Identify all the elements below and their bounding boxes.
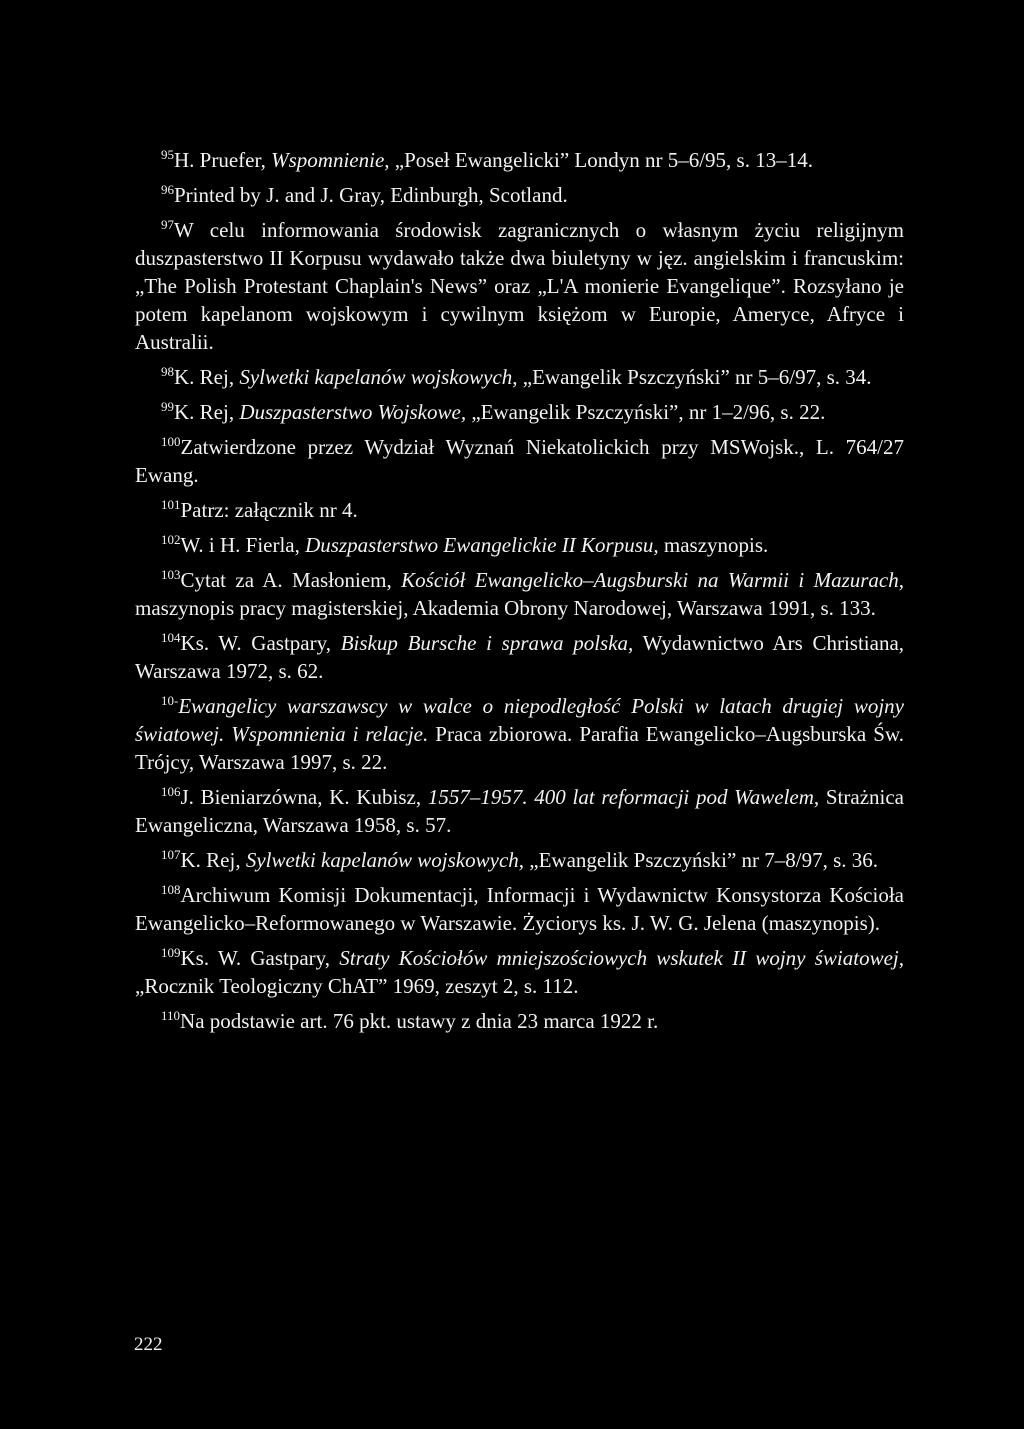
footnote-text: Zatwierdzone przez Wydział Wyznań Niekatolickich przy MSWojsk., L. 764/27 Ewang. bbox=[135, 435, 904, 487]
footnote-text: „Rocznik Teologiczny ChAT” 1969, zeszyt 2, s. 112. bbox=[135, 974, 579, 998]
footnote-text: W. i H. Fierla, bbox=[180, 533, 306, 557]
footnote-number: 110 bbox=[161, 1008, 181, 1023]
footnote-text: Archiwum Komisji Dokumentacji, Informacji i Wydawnictw Konsystorza Kościoła Ewangelicko–Reformowanego w Warszawie. Życiorys ks. J. W. G. Jelena (maszynopis). bbox=[135, 883, 904, 935]
footnote-text: W celu informowania środowisk zagranicznych o własnym życiu religijnym duszpasterstwo II Korpusu wydawało także dwa biuletyny w jęz. angielskim i francuskim: „The Polish Protestant Chaplain's News” oraz „L'A monierie Evangelique”. Rozsyłano je potem kapelanom wojskowym i cywilnym księżom w Europie, Ameryce, Afryce i Australii. bbox=[135, 218, 904, 354]
footnote-text: „Ewangelik Pszczyński” nr 7–8/97, s. 36. bbox=[524, 848, 879, 872]
footnote-text: H. Pruefer, bbox=[174, 148, 272, 172]
footnote-number: 99 bbox=[161, 399, 174, 414]
footnote-text: Na podstawie art. 76 pkt. ustawy z dnia 23 marca 1922 r. bbox=[180, 1009, 659, 1033]
footnote-text: „Ewangelik Pszczyński”, nr 1–2/96, s. 22. bbox=[466, 400, 826, 424]
footnote-text: Praca zbiorowa. Parafia Ewangelicko–Augsburska Św. Trójcy, Warszawa 1997, s. 22. bbox=[135, 722, 904, 774]
footnote-text: maszynopis pracy magisterskiej, Akademia Obrony Narodowej, Warszawa 1991, s. 133. bbox=[135, 596, 876, 620]
footnote-104 bbox=[135, 629, 904, 685]
footnote-title-italic: 1557–1957. 400 lat reformacji pod Wawelem, bbox=[427, 785, 820, 809]
footnote-number: 96 bbox=[161, 182, 174, 197]
footnote-title-italic: Straty Kościołów mniejszościowych wskutek II wojny światowej, bbox=[339, 946, 904, 970]
footnote-title-italic: Duszpasterstwo Wojskowe, bbox=[239, 400, 467, 424]
footnote-text: Cytat za A. Masłoniem, bbox=[180, 568, 402, 592]
footnote-text: J. Bieniarzówna, K. Kubisz, bbox=[180, 785, 428, 809]
footnote-text: K. Rej, bbox=[174, 365, 240, 389]
footnote-100 bbox=[135, 433, 904, 489]
footnote-text: K. Rej, bbox=[174, 400, 240, 424]
footnote-text: Ks. W. Gastpary, bbox=[180, 631, 341, 655]
footnote-102 bbox=[135, 531, 904, 559]
footnote-109 bbox=[135, 944, 904, 1000]
footnote-number: 109 bbox=[161, 945, 181, 960]
footnote-108 bbox=[135, 881, 904, 937]
footnote-number: 97 bbox=[161, 217, 174, 232]
footnote-96 bbox=[135, 181, 904, 209]
footnote-title-italic: Duszpasterstwo Ewangelickie II Korpusu, bbox=[305, 533, 659, 557]
footnote-number: 102 bbox=[161, 532, 181, 547]
footnote-title-italic: Kościół Ewangelicko–Augsburski na Warmii i Mazurach, bbox=[401, 568, 904, 592]
footnote-number: 100 bbox=[161, 434, 181, 449]
footnote-title-italic: Wspomnienie, bbox=[271, 148, 390, 172]
page-number: 222 bbox=[134, 1334, 163, 1355]
footnote-number: 10- bbox=[161, 693, 179, 708]
footnote-title-italic: Biskup Bursche i sprawa polska, bbox=[340, 631, 634, 655]
footnote-text: Strażnica Ewangeliczna, Warszawa 1958, s. 57. bbox=[135, 785, 904, 837]
footnote-97 bbox=[135, 216, 904, 356]
footnote-text: Patrz: załącznik nr 4. bbox=[180, 498, 358, 522]
footnotes-list bbox=[135, 146, 904, 1042]
footnote-number: 95 bbox=[161, 147, 174, 162]
footnote-number: 107 bbox=[161, 847, 181, 862]
footnote-99 bbox=[135, 398, 904, 426]
footnote-text: „Poseł Ewangelicki” Londyn nr 5–6/95, s. 13–14. bbox=[389, 148, 813, 172]
footnote-107 bbox=[135, 846, 904, 874]
footnote-title-italic: Sylwetki kapelanów wojskowych, bbox=[239, 365, 518, 389]
footnote-101 bbox=[135, 496, 904, 524]
footnote-number: 108 bbox=[161, 882, 181, 897]
footnote-10- bbox=[135, 692, 904, 776]
footnote-95 bbox=[135, 146, 904, 174]
footnote-text: „Ewangelik Pszczyński” nr 5–6/97, s. 34. bbox=[517, 365, 872, 389]
footnote-text: Wydawnictwo Ars Christiana, Warszawa 1972, s. 62. bbox=[135, 631, 905, 683]
footnote-110 bbox=[135, 1007, 904, 1035]
footnote-number: 101 bbox=[161, 497, 181, 512]
footnote-98 bbox=[135, 363, 904, 391]
footnote-number: 106 bbox=[161, 784, 181, 799]
footnote-text: Printed by J. and J. Gray, Edinburgh, Scotland. bbox=[174, 183, 568, 207]
footnote-text: K. Rej, bbox=[180, 848, 246, 872]
footnote-number: 104 bbox=[161, 630, 181, 645]
footnote-103 bbox=[135, 566, 904, 622]
footnote-title-italic: Sylwetki kapelanów wojskowych, bbox=[245, 848, 525, 872]
footnote-106 bbox=[135, 783, 904, 839]
footnote-number: 103 bbox=[161, 567, 181, 582]
footnote-title-italic: Ewangelicy warszawscy w walce o niepodległość Polski w latach drugiej wojny światowej. Wspomnienia i relacje. bbox=[135, 694, 904, 746]
footnote-number: 98 bbox=[161, 364, 174, 379]
footnote-text: Ks. W. Gastpary, bbox=[180, 946, 340, 970]
footnote-text: maszynopis. bbox=[658, 533, 769, 557]
